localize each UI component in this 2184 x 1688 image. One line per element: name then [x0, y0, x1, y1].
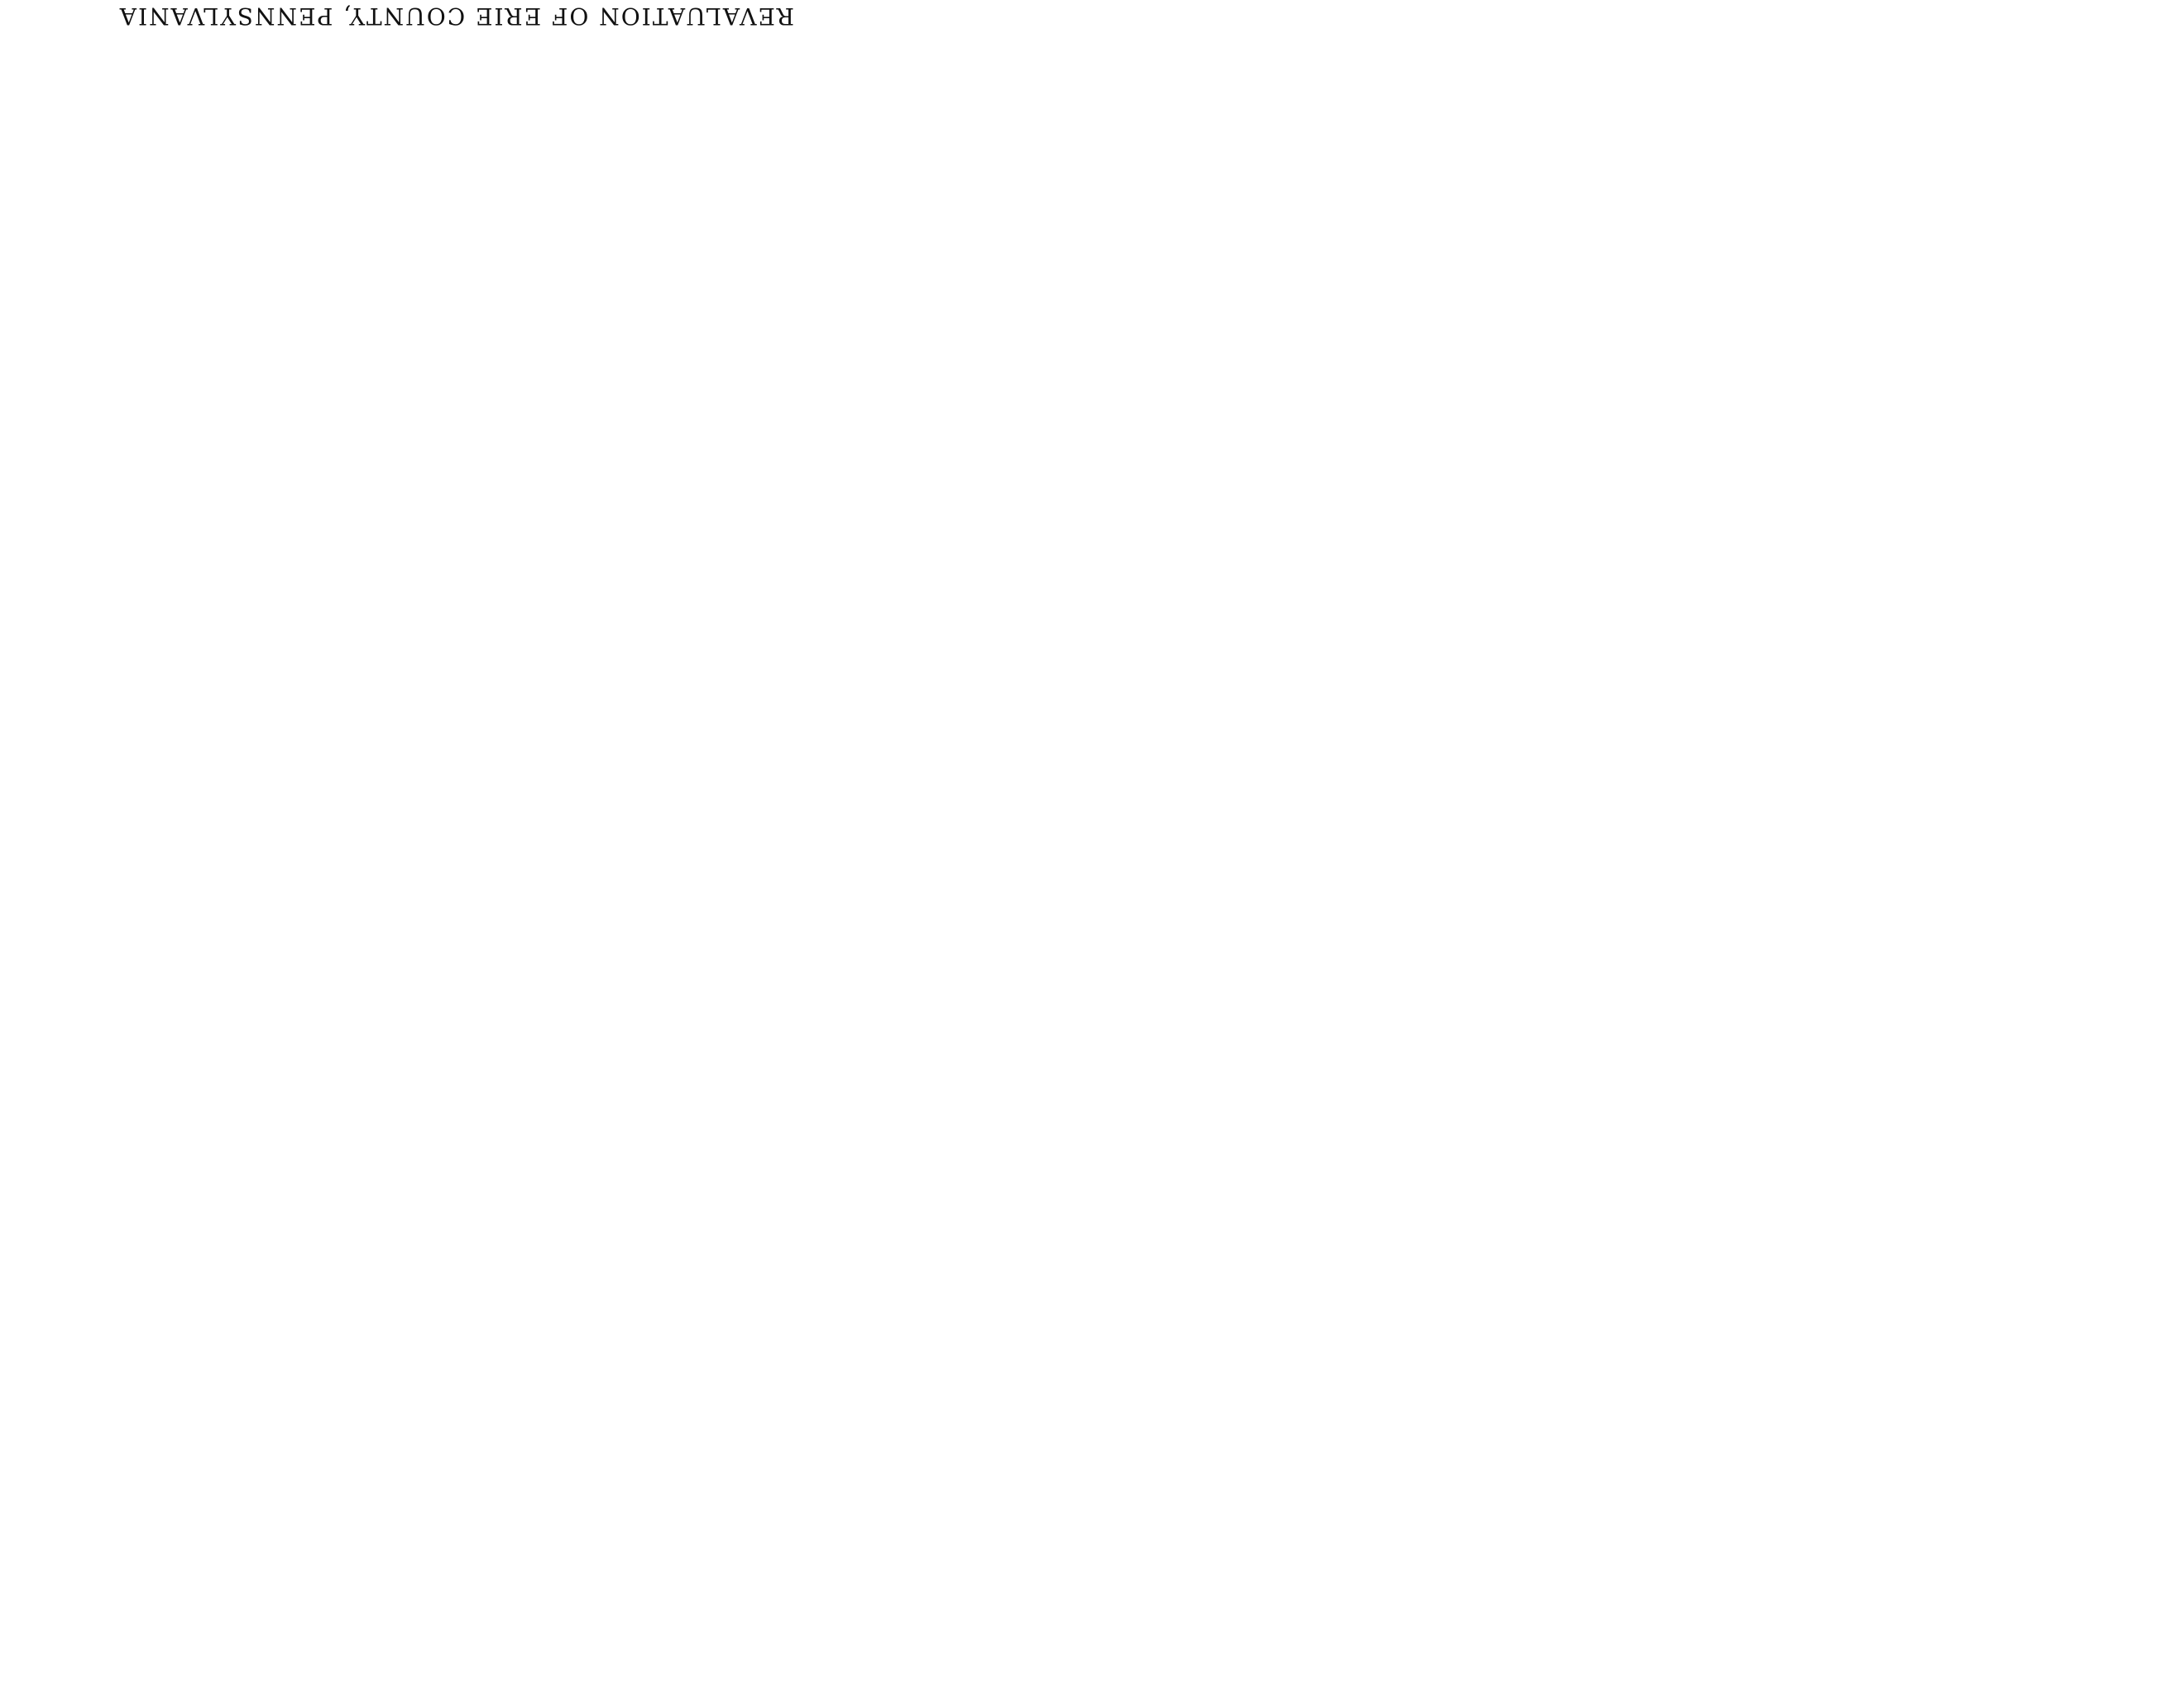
county-title: REVALUATION OF ERIE COUNTY, PENNSYLVANIA	[117, 2, 794, 30]
